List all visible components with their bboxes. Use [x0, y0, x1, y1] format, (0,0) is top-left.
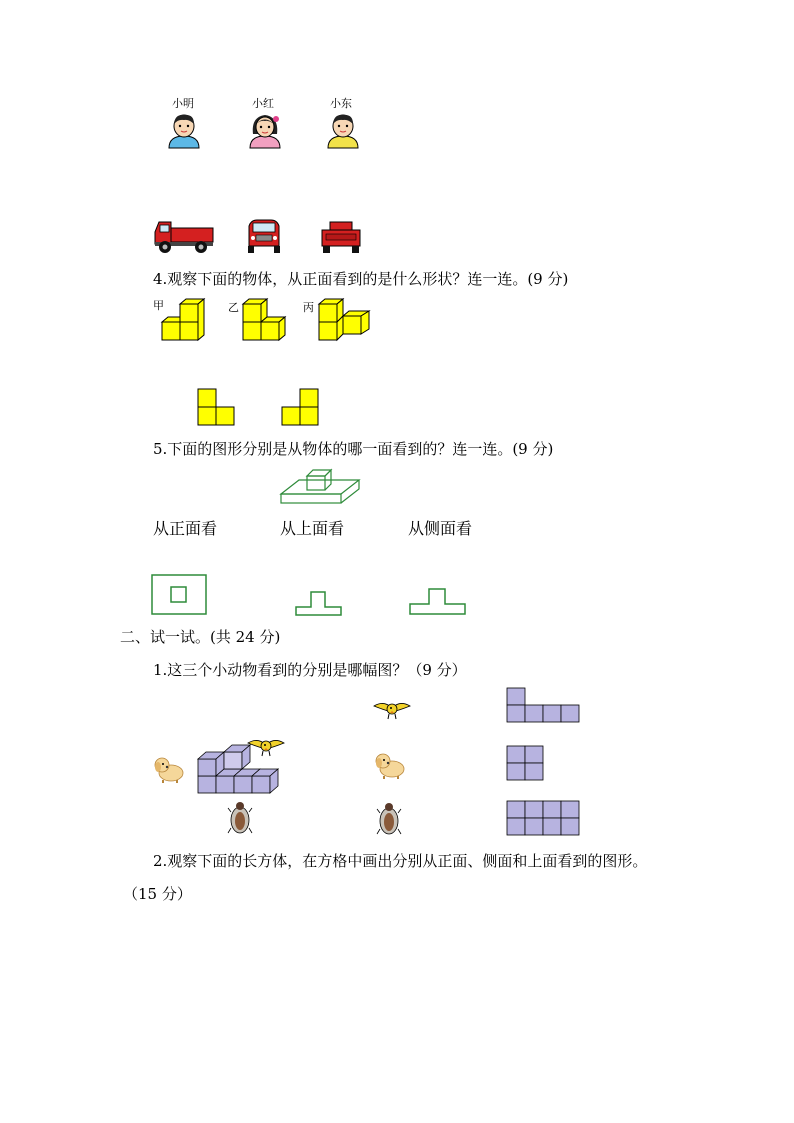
- view-shape-square: [151, 574, 209, 616]
- view-shape-step-a: [295, 591, 345, 617]
- dog-icon: [151, 754, 187, 784]
- cube-stack-jia: [160, 298, 208, 342]
- beetle-icon: [377, 801, 401, 839]
- object-label-bing: 丙: [303, 301, 314, 314]
- object-label-jia: 甲: [153, 299, 164, 312]
- view-option-square: [505, 745, 545, 783]
- front-view-shape-b: [281, 388, 321, 428]
- object-label-yi: 乙: [228, 301, 239, 314]
- q5-prompt: 5.下面的图形分别是从物体的哪一面看到的？连一连。(9 分): [153, 440, 554, 458]
- section2-heading: 二、试一试。(共 24 分): [120, 628, 281, 646]
- cube-stack-bing: [317, 298, 373, 342]
- dog-icon: [372, 750, 408, 780]
- bird-icon: [372, 698, 412, 722]
- child-name-xiaodong: 小东: [330, 97, 352, 110]
- section2-q2-prompt: 2.观察下面的长方体，在方格中画出分别从正面、侧面和上面看到的图形。: [153, 852, 648, 870]
- child-name-xiaoming: 小明: [172, 97, 194, 110]
- girl-xiaohong-icon: [246, 112, 284, 148]
- view-shape-step-b: [409, 588, 469, 616]
- child-name-xiaohong: 小红: [252, 97, 274, 110]
- green-3d-object: [279, 466, 361, 506]
- section2-q1-prompt: 1.这三个小动物看到的分别是哪幅图？（9 分）: [153, 661, 467, 679]
- cube-stack-yi: [241, 298, 293, 342]
- view-label-top: 从上面看: [280, 519, 345, 538]
- truck-side-view: [153, 218, 215, 254]
- beetle-icon: [228, 800, 252, 838]
- view-label-side: 从侧面看: [408, 519, 473, 538]
- front-view-shape-a: [197, 388, 237, 428]
- view-option-l-shape: [505, 687, 581, 725]
- bird-icon: [246, 735, 286, 759]
- truck-front-view: [245, 218, 283, 254]
- view-label-front: 从正面看: [153, 519, 218, 538]
- truck-back-view: [320, 220, 362, 254]
- boy-xiaoming-icon: [165, 112, 203, 148]
- view-option-rectangle: [505, 800, 581, 838]
- q4-prompt: 4.观察下面的物体，从正面看到的是什么形状？连一连。(9 分): [153, 270, 569, 288]
- section2-q2-points: （15 分）: [123, 885, 192, 903]
- boy-xiaodong-icon: [324, 112, 362, 148]
